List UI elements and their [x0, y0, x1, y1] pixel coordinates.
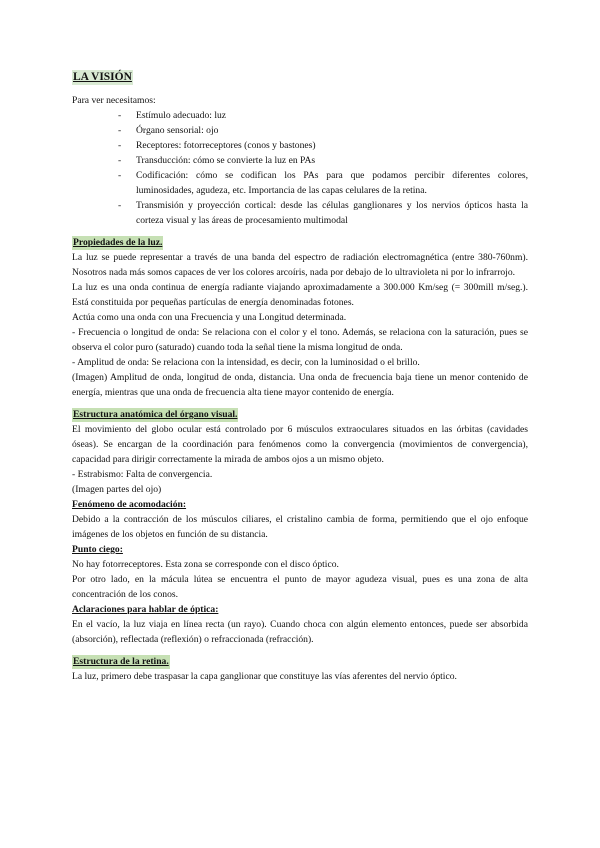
- paragraph: - Frecuencia o longitud de onda: Se relaciona con el color y el tono. Además, se relaciona con la saturación, pues se observa el color puro (saturado) cuando toda la señal tiene la misma longitud de onda.: [72, 327, 528, 353]
- list-item: - Receptores: fotorreceptores (conos y bastones): [118, 138, 528, 153]
- paragraph: Actúa como una onda con una Frecuencia y una Longitud determinada.: [72, 312, 347, 323]
- section-heading-light: Propiedades de la luz.: [73, 237, 163, 248]
- paragraph: La luz, primero debe traspasar la capa ganglionar que constituye las vías aferentes del nervio óptico.: [72, 671, 457, 682]
- list-item: - Codificación: cómo se codifican los PAs para que podamos percibir diferentes colores, luminosidades, agudeza, etc. Importancia de las capas celulares de la retina.: [118, 168, 528, 198]
- list-item: - Órgano sensorial: ojo: [118, 123, 528, 138]
- section-heading-optics: Aclaraciones para hablar de óptica:: [72, 604, 219, 615]
- requirements-list: [72, 108, 528, 228]
- paragraph: La luz se puede representar a través de una banda del espectro de radiación electromagnética (entre 380-760nm). Nosotros nada más somos capaces de ver los colores arcoíris, nada por debajo de lo ultravioleta ni por lo infrarrojo.: [72, 252, 528, 278]
- list-item: - Estímulo adecuado: luz: [118, 108, 528, 123]
- section-heading-accommodation: Fenómeno de acomodación:: [72, 499, 187, 510]
- intro-text: Para ver necesitamos:: [72, 95, 156, 106]
- document-body: [72, 70, 528, 684]
- paragraph: El movimiento del globo ocular está controlado por 6 músculos extraoculares situados en las órbitas (cavidades óseas). Se encargan de la coordinación para fenómenos como la convergencia (movimientos de convergencia), capacidad para dirigir correctamente la mirada de ambos ojos a un mismo objeto.: [72, 424, 528, 465]
- section-heading-retina: Estructura de la retina.: [73, 656, 169, 667]
- paragraph: En el vacío, la luz viaja en línea recta (un rayo). Cuando choca con algún elemento entonces, puede ser absorbida (absorción), reflectada (reflexión) o refraccionada (refracción).: [72, 619, 528, 645]
- paragraph: Por otro lado, en la mácula lútea se encuentra el punto de mayor agudeza visual, pues es una zona de alta concentración de los conos.: [72, 574, 528, 600]
- section-heading-anatomy: Estructura anatómica del órgano visual.: [73, 409, 238, 420]
- paragraph: No hay fotorreceptores. Esta zona se corresponde con el disco óptico.: [72, 559, 339, 570]
- paragraph: (Imagen partes del ojo): [72, 484, 162, 495]
- paragraph: - Estrabismo: Falta de convergencia.: [72, 469, 213, 480]
- section-heading-blindspot: Punto ciego:: [72, 544, 123, 555]
- paragraph: (Imagen) Amplitud de onda, longitud de onda, distancia. Una onda de frecuencia baja tiene un menor contenido de energía, mientras que una onda de frecuencia alta tiene mayor contenido de energía.: [72, 372, 528, 398]
- paragraph: - Amplitud de onda: Se relaciona con la intensidad, es decir, con la luminosidad o el brillo.: [72, 357, 420, 368]
- list-item: - Transducción: cómo se convierte la luz en PAs: [118, 153, 528, 168]
- document-title: LA VISIÓN: [73, 71, 132, 83]
- list-item: - Transmisión y proyección cortical: desde las células ganglionares y los nervios ópticos hasta la corteza visual y las áreas de procesamiento multimodal: [118, 198, 528, 228]
- paragraph: La luz es una onda continua de energía radiante viajando aproximadamente a 300.000 Km/seg (= 300mill m/seg.). Está constituida por pequeñas partículas de energía denominadas fotones.: [72, 282, 528, 308]
- paragraph: Debido a la contracción de los músculos ciliares, el cristalino cambia de forma, permitiendo que el ojo enfoque imágenes de los objetos en función de su distancia.: [72, 514, 528, 540]
